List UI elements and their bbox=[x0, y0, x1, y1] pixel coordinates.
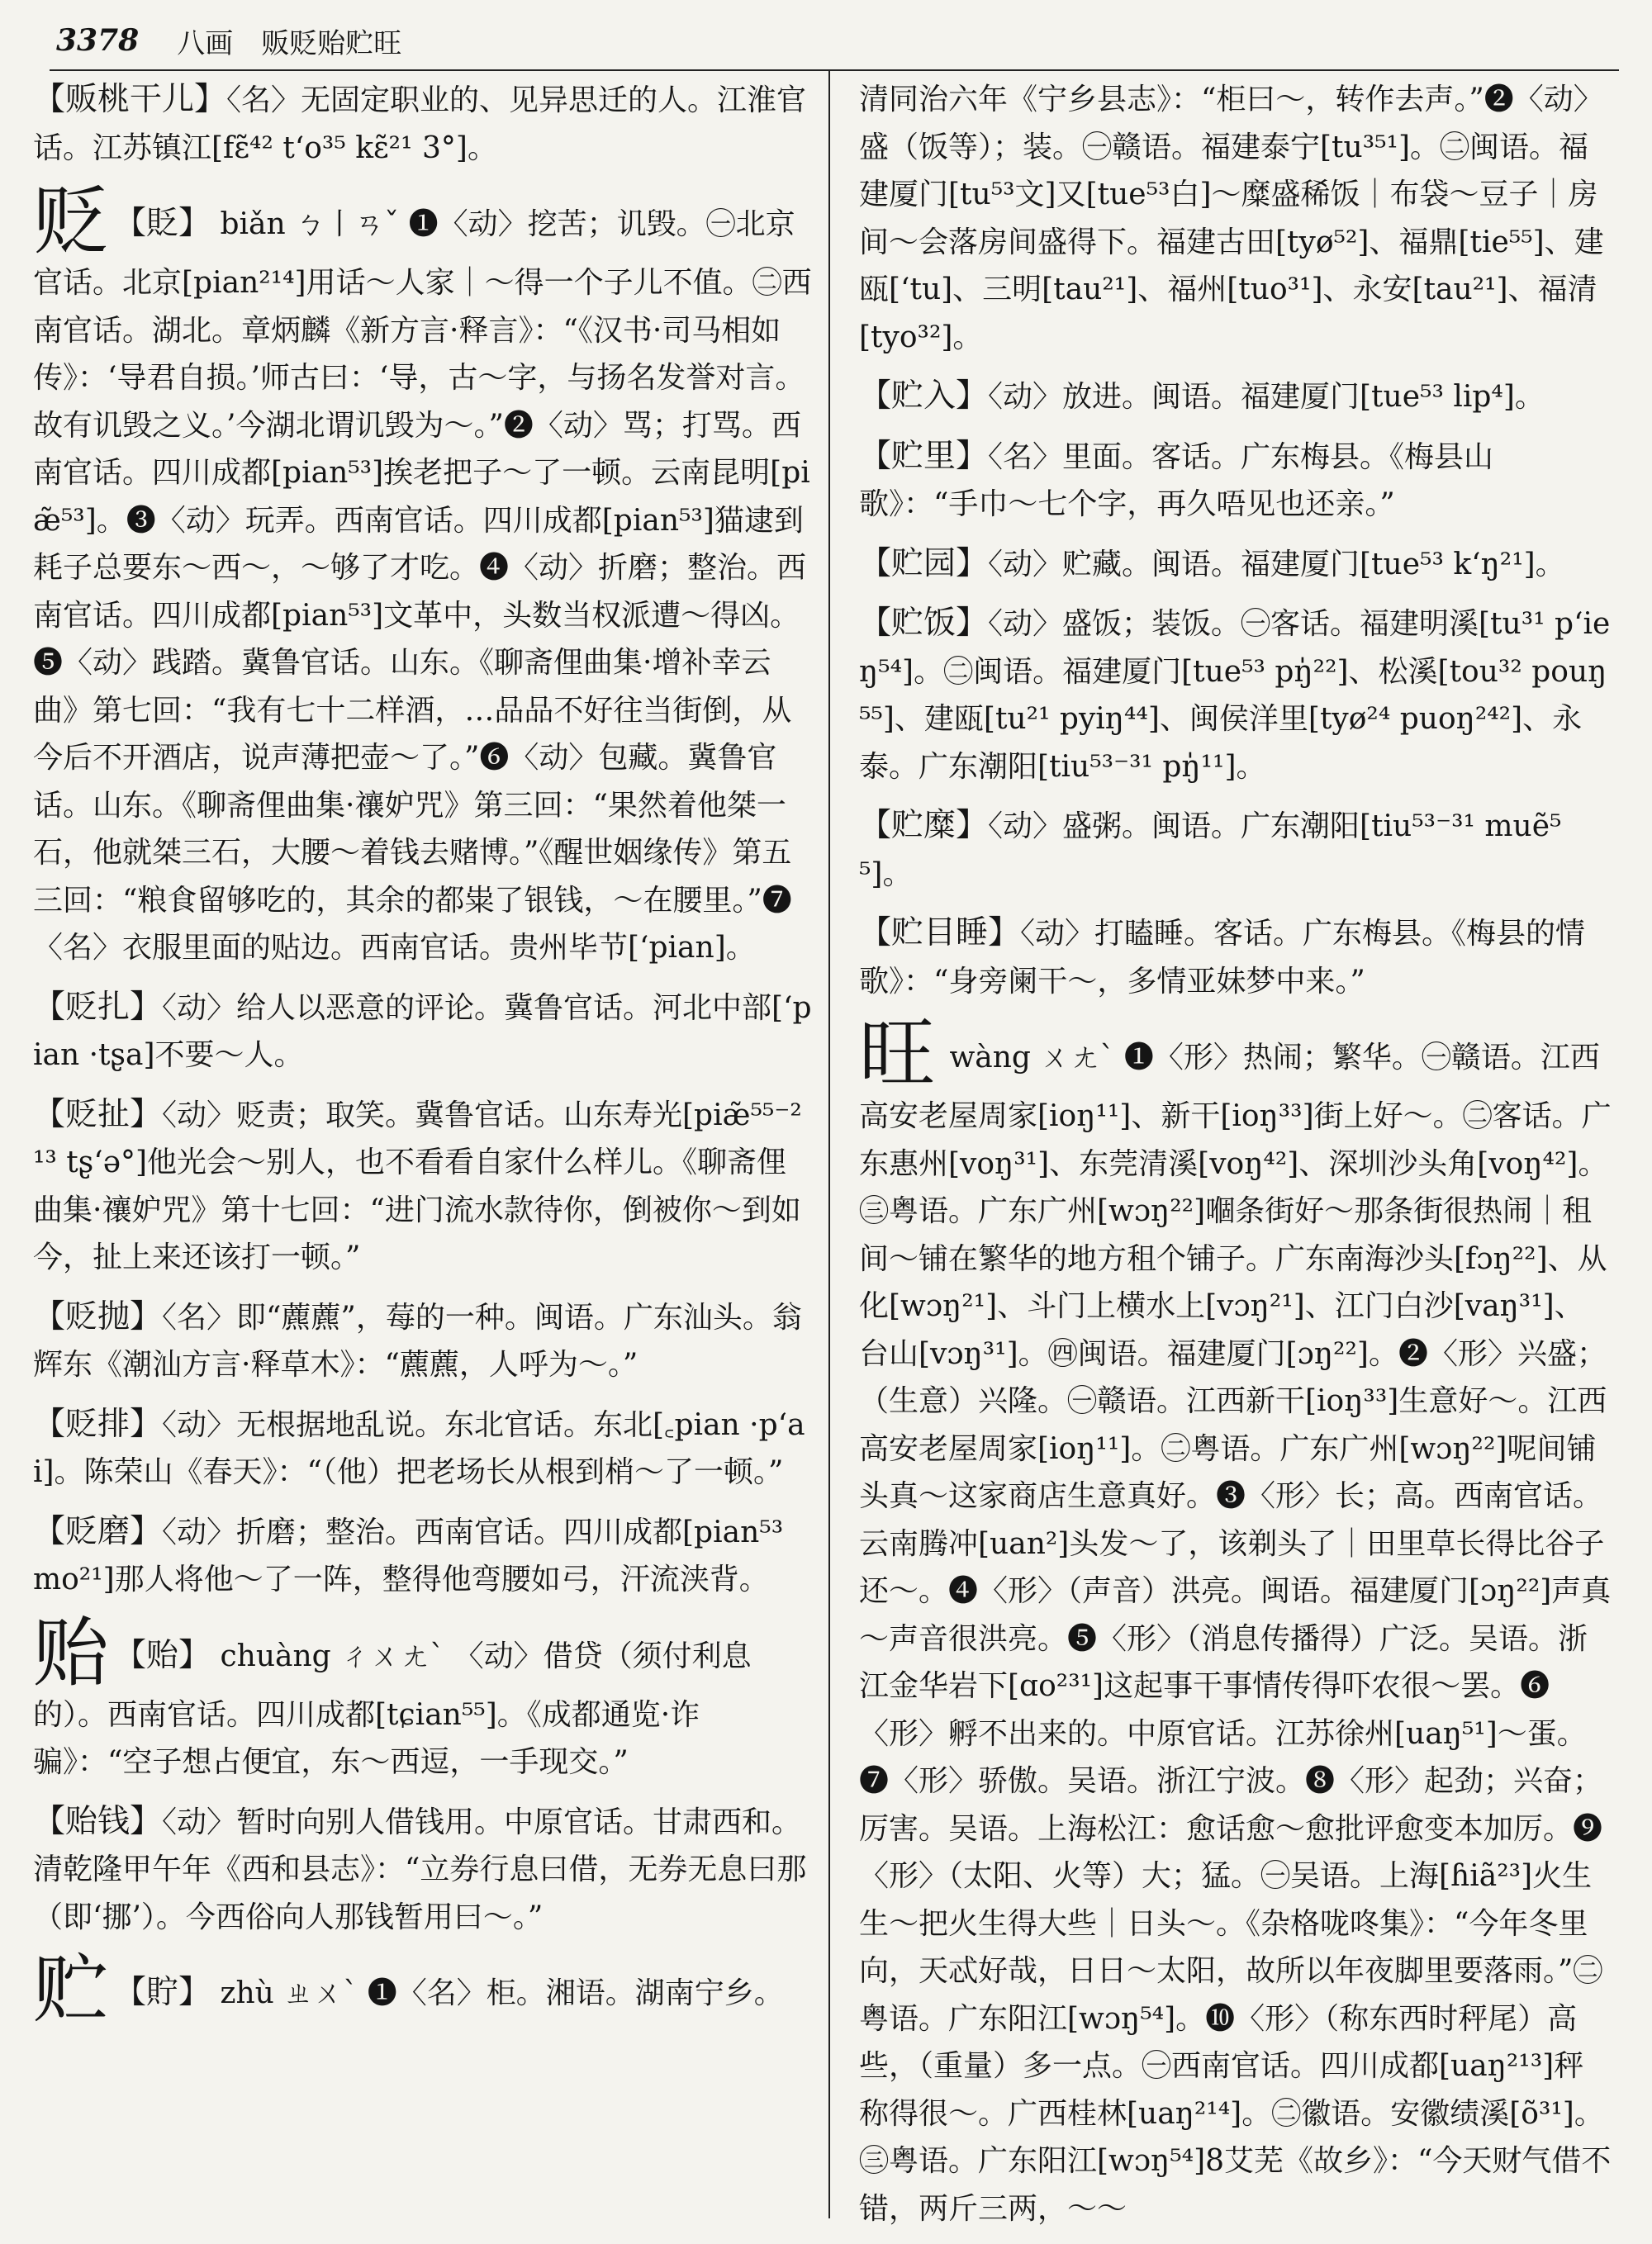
sub-entry bbox=[859, 540, 1612, 589]
entry-headword: 【贬磨】 bbox=[33, 1512, 163, 1550]
right-column bbox=[859, 76, 1612, 2244]
traditional-form: 【貶】 bbox=[114, 205, 211, 242]
section-label: 八画 bbox=[177, 26, 234, 60]
entry-body: 〈名〉无固定职业的、见异思迁的人。江淮官话。江苏镇江[fɛ̃⁴² tʻo³⁵ kɛ̃²¹ 3°]。 bbox=[33, 83, 807, 165]
sub-entry bbox=[859, 372, 1612, 421]
entry-headword: 【贮目睡】 bbox=[859, 914, 1021, 951]
entry-headword: 【贮入】 bbox=[859, 377, 989, 415]
entry-character: 贬 bbox=[33, 177, 110, 265]
entry-headword: 【贮饭】 bbox=[859, 605, 989, 642]
entry-body: 〈动〉贮藏。闽语。福建厦门[tue⁵³ kʻŋ²¹]。 bbox=[988, 547, 1565, 581]
entry-body: chuàng ㄔㄨㄤˋ 〈动〉借贷（须付利息的）。西南官话。四川成都[tɕian⁵⁵]。《成都通览·诈骗》：“空子想占便宜，东～西逗，一手现交。” bbox=[33, 1639, 752, 1779]
entry-body: 〈名〉即“藨藨”，莓的一种。闽语。广东汕头。翁辉东《潮汕方言·释草木》：“藨藨，人呼为～。” bbox=[33, 1300, 802, 1382]
entry-headword: 【贬扎】 bbox=[33, 988, 163, 1026]
continued-entry bbox=[859, 76, 1612, 361]
entry-headword: 【贬扯】 bbox=[33, 1095, 163, 1133]
entry-body: wàng ㄨㄤˋ ❶〈形〉热闹；繁华。㊀赣语。江西高安老屋周家[ioŋ¹¹]、新干[ioŋ³³]街上好～。㊁客话。广东惠州[voŋ³¹]、东莞清溪[voŋ⁴²]、深圳沙头角[voŋ⁴²]。㊂粤语。广东广州[wɔŋ²²]嗰条街好～那条街很热闹｜租间～铺在繁华的地方租个铺子。广东南海沙头[fɔŋ²²]、从化[wɔŋ²¹]、斗门上横水上[vɔŋ²¹]、江门白沙[vaŋ³¹]、台山[vɔŋ³¹]。㊃闽语。福建厦门[ɔŋ²²]。❷〈形〉兴盛；（生意）兴隆。㊀赣语。江西新干[ioŋ³³]生意好～。江西高安老屋周家[ioŋ¹¹]。㊁粤语。广东广州[wɔŋ²²]呢间铺头真～这家商店生意真好。❸〈形〉长；高。西南官话。云南腾冲[uan²]头发～了，该剃头了｜田里草长得比谷子还～。❹〈形〉（声音）洪亮。闽语。福建厦门[ɔŋ²²]声真～声音很洪亮。❺〈形〉（消息传播得）广泛。吴语。浙江金华岩下[ɑo²³¹]这起事干事情传得吓农很～罢。❻〈形〉孵不出来的。中原官话。江苏徐州[uaŋ⁵¹]～蛋。❼〈形〉骄傲。吴语。浙江宁波。❽〈形〉起劲；兴奋；厉害。吴语。上海松江：愈话愈～愈批评愈变本加厉。❾〈形〉（太阳、火等）大；猛。㊀吴语。上海[ɦiã²³]火生生～把火生得大些｜日头～。《杂格咙咚集》：“今年冬里向，天忒好哉，日日～太阳，故所以年夜脚里要落雨。”㊁粤语。广东阳江[wɔŋ⁵⁴]。❿〈形〉（称东西时秤尾）高些，（重量）多一点。㊀西南官话。四川成都[uaŋ²¹³]秤称得很～。广西桂林[uaŋ²¹⁴]。㊁徽语。安徽绩溪[õ³¹]。㊂粤语。广东阳江[wɔŋ⁵⁴]8艾芜《故乡》：“今天财气借不错，两斤三两，～～ bbox=[859, 1041, 1612, 2226]
entry-body: 〈动〉暂时向别人借钱用。中原官话。甘肃西和。清乾隆甲午年《西和县志》：“立券行息曰借，无券无息曰那（即‘挪’）。今西俗向人那钱暂用曰～。” bbox=[33, 1805, 807, 1934]
entry-body: 清同治六年《宁乡县志》：“柜曰～，转作去声。”❷〈动〉盛（饭等）；装。㊀赣语。福建泰宁[tu³⁵¹]。㊁闽语。福建厦门[tu⁵³文]又[tue⁵³白]～糜盛稀饭｜布袋～豆子｜房间～会落房间盛得下。福建古田[tyø⁵²]、福鼎[tie⁵⁵]、建瓯[ʻtu]、三明[tau²¹]、福州[tuo³¹]、永安[tau²¹]、福清[tyo³²]。 bbox=[859, 83, 1604, 354]
sub-entry bbox=[33, 1401, 814, 1497]
sub-entry bbox=[33, 1293, 814, 1389]
character-entry bbox=[33, 177, 814, 972]
sub-entry bbox=[859, 600, 1612, 790]
entry-headword: 【贩桃干儿】 bbox=[33, 81, 227, 118]
entry-body: biǎn ㄅ丨ㄢˇ ❶〈动〉挖苦；讥毁。㊀北京官话。北京[pian²¹⁴]用话～人家｜～得一个子儿不值。㊁西南官话。湖北。章炳麟《新方言·释言》：“《汉书·司马相如传》：‘导君自损。’师古曰：‘导，古～字，与扬名发誉对言。故有讥毁之义。’今湖北谓讥毁为～。”❷〈动〉骂；打骂。西南官话。四川成都[pian⁵³]挨老把子～了一顿。云南昆明[piæ̃⁵³]。❸〈动〉玩弄。西南官话。四川成都[pian⁵³]猫逮到耗子总要东～西～，～够了才吃。❹〈动〉折磨；整治。西南官话。四川成都[pian⁵³]文革中，头数当权派遭～得凶。❺〈动〉践踏。冀鲁官话。山东。《聊斋俚曲集·增补幸云曲》第七回：“我有七十二样酒，…品品不好往当街倒，从今后不开酒店，说声薄把壶～了。”❻〈动〉包藏。冀鲁官话。山东。《聊斋俚曲集·禳妒咒》第三回：“果然着他桀一石，他就桀三石，大腰～着钱去赌博。”《醒世姻缘传》第五三回：“粮食留够吃的，其余的都粜了银钱，～在腰里。”❼〈名〉衣服里面的贴边。西南官话。贵州毕节[ʻpian]。 bbox=[33, 207, 812, 965]
entry-headword: 【贮糜】 bbox=[859, 807, 989, 844]
entry-character: 旺 bbox=[859, 1010, 936, 1098]
character-entry bbox=[33, 1608, 814, 1786]
entry-body: 〈动〉折磨；整治。西南官话。四川成都[pian⁵³ mo²¹]那人将他～了一阵，整得他弯腰如弓，汗流浃背。 bbox=[33, 1515, 784, 1596]
traditional-form: 【貯】 bbox=[114, 1974, 211, 2011]
entry-body: 〈动〉无根据地乱说。东北官话。东北[꜀pian ·pʻai]。陈荣山《春天》：“（他）把老场长从根到梢～了一顿。” bbox=[33, 1407, 805, 1489]
entry-headword: 【贻钱】 bbox=[33, 1802, 163, 1840]
left-column bbox=[33, 76, 814, 2040]
entry-headword: 【贬抛】 bbox=[33, 1298, 163, 1335]
entry-headword: 【贮园】 bbox=[859, 544, 989, 582]
entry-headword: 【贬排】 bbox=[33, 1405, 163, 1443]
header-rule bbox=[50, 69, 1619, 71]
sub-entry bbox=[33, 76, 814, 172]
entry-character: 贻 bbox=[33, 1608, 110, 1697]
sub-entry bbox=[859, 909, 1612, 1005]
entry-body: 〈动〉盛粥。闽语。广东潮阳[tiu⁵³⁻³¹ muẽ⁵⁵]。 bbox=[859, 809, 1562, 891]
page-number: 3378 bbox=[56, 23, 140, 58]
sub-entry bbox=[33, 1091, 814, 1282]
entry-body: zhù ㄓㄨˋ ❶〈名〉柜。湘语。湖南宁乡。 bbox=[211, 1976, 784, 2010]
sub-entry bbox=[33, 984, 814, 1079]
character-entry bbox=[33, 1946, 814, 2034]
column-divider bbox=[828, 71, 830, 2218]
entry-body: 〈动〉贬责；取笑。冀鲁官话。山东寿光[piæ̃⁵⁵⁻²¹³ tʂʻə°]他光会～别人，也不看看自家什么样儿。《聊斋俚曲集·禳妒咒》第十七回：“进门流水款待你，倒被你～到如今，扯上来还该打一顿。” bbox=[33, 1098, 802, 1274]
sub-entry bbox=[859, 433, 1612, 529]
sub-entry bbox=[33, 1508, 814, 1604]
page-header bbox=[56, 15, 1617, 66]
entry-body: 〈名〉里面。客话。广东梅县。《梅县山歌》：“手巾～七个字，再久唔见也还亲。” bbox=[859, 439, 1494, 521]
sub-entry bbox=[33, 1798, 814, 1942]
entry-body: 〈动〉给人以恶意的评论。冀鲁官话。河北中部[ʻpian ·tʂa]不要～人。 bbox=[33, 990, 812, 1072]
entry-headword: 【贮里】 bbox=[859, 437, 989, 475]
header-characters: 贩贬贻贮旺 bbox=[261, 26, 402, 60]
entry-character: 贮 bbox=[33, 1946, 110, 2034]
entry-body: 〈动〉盛饭；装饭。㊀客话。福建明溪[tu³¹ pʻieŋ⁵⁴]。㊁闽语。福建厦门[tue⁵³ pŋ̍²²]、松溪[tou³² pouŋ⁵⁵]、建瓯[tu²¹ pyiŋ⁴⁴]、闽侯洋里[tyø²⁴ puoŋ²⁴²]、永泰。广东潮阳[tiu⁵³⁻³¹ pŋ̍¹¹]。 bbox=[859, 607, 1611, 784]
entry-body: 〈动〉打瞌睡。客话。广东梅县。《梅县的情歌》：“身旁阑干～，多情亚妹梦中来。” bbox=[859, 917, 1586, 999]
character-entry bbox=[859, 1010, 1612, 2232]
sub-entry bbox=[859, 802, 1612, 898]
entry-body: 〈动〉放进。闽语。福建厦门[tue⁵³ lip⁴]。 bbox=[988, 380, 1545, 414]
traditional-form: 【贻】 bbox=[114, 1636, 211, 1674]
